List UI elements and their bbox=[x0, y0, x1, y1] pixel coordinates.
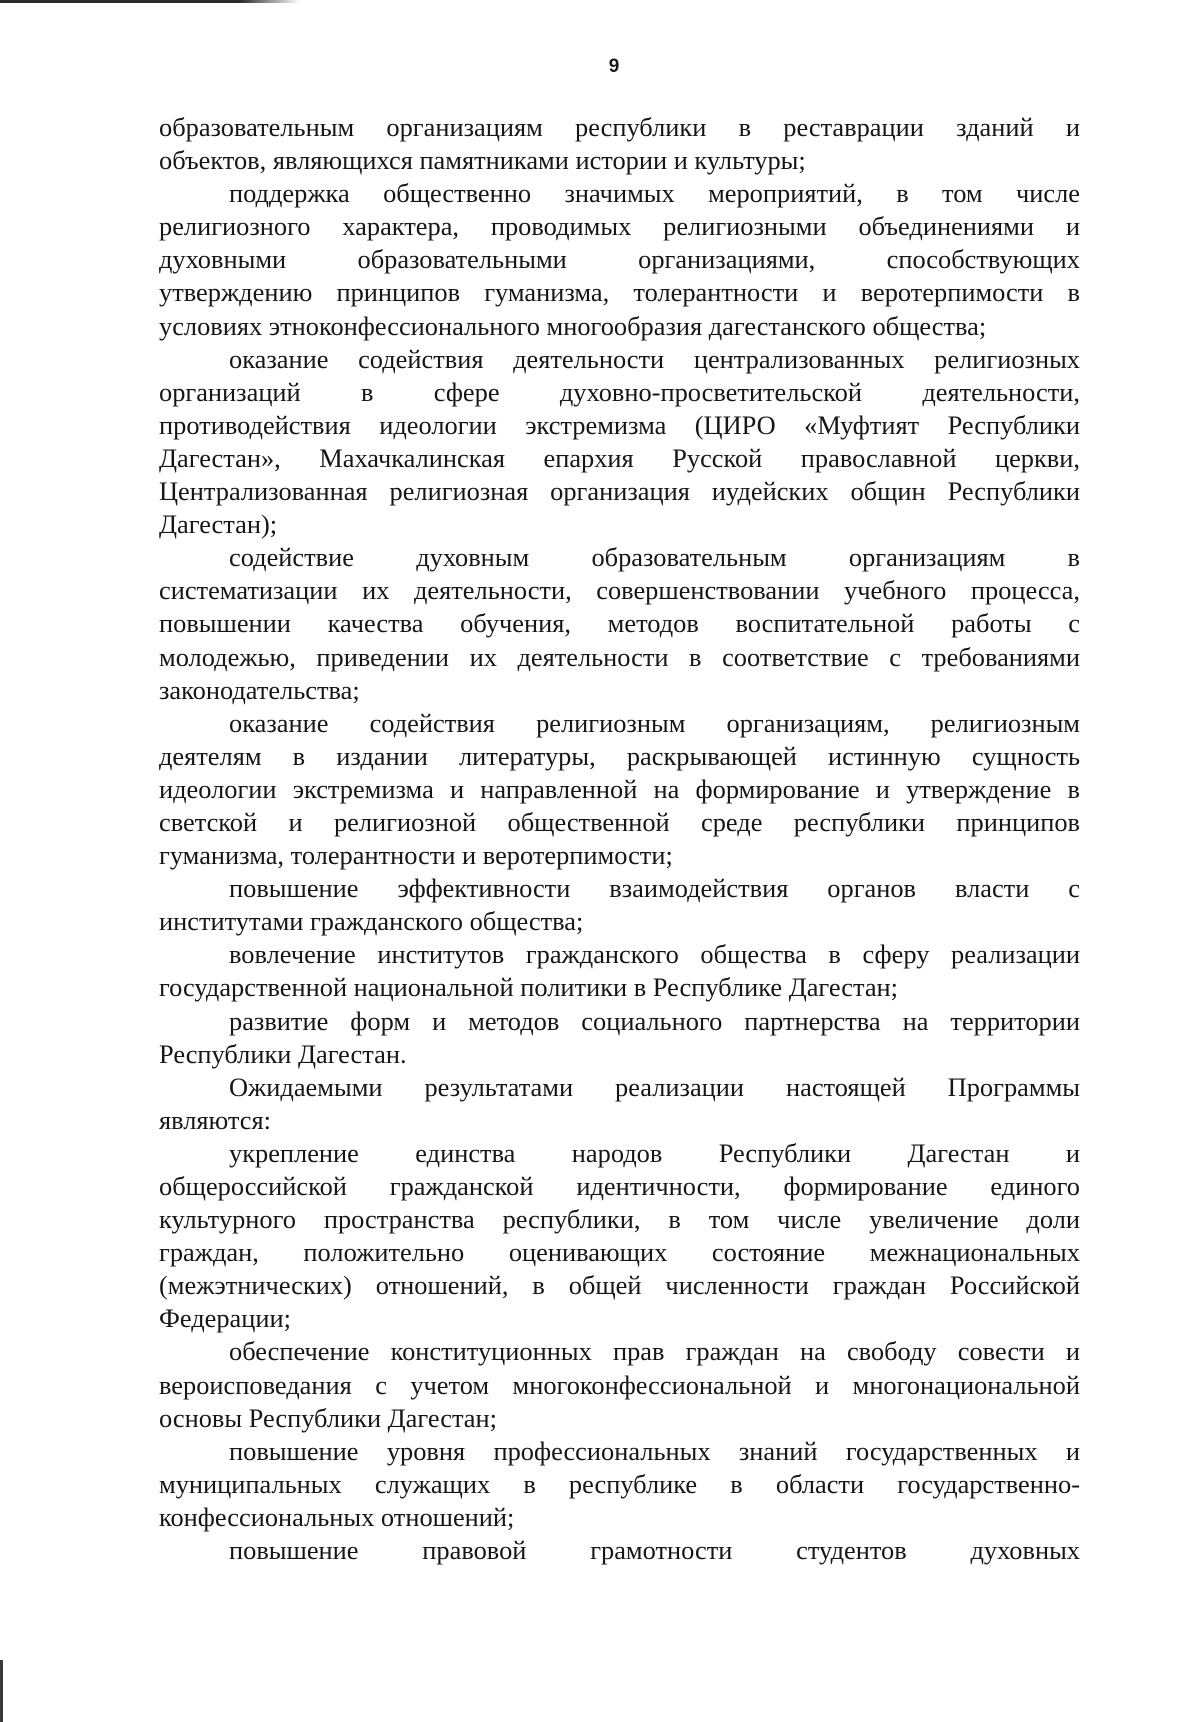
text-line: поддержка общественно значимых мероприятий, в том числе bbox=[229, 178, 1080, 209]
text-line: развитие форм и методов социального партнерства на территории bbox=[229, 1005, 1080, 1036]
text-line: повышение эффективности взаимодействия органов власти с bbox=[229, 873, 1080, 904]
text-line: систематизации их деятельности, совершенствовании учебного процесса, bbox=[159, 575, 1080, 606]
text-line: идеологии экстремизма и направленной на формирование и утверждение в bbox=[159, 773, 1080, 804]
text-line: религиозного характера, проводимых религиозными объединениями и bbox=[159, 211, 1080, 242]
text-line: содействие духовным образовательным организациям в bbox=[229, 542, 1080, 573]
text-line: вовлечение институтов гражданского общества в сферу реализации bbox=[229, 939, 1080, 970]
text-line: конфессиональных отношений; bbox=[159, 1501, 515, 1532]
text-line: укрепление единства народов Республики Дагестан и bbox=[229, 1137, 1080, 1168]
text-line: светской и религиозной общественной среде республики принципов bbox=[159, 806, 1080, 837]
text-line: Ожидаемыми результатами реализации настоящей Программы bbox=[229, 1071, 1080, 1102]
scan-edge-left bbox=[0, 1660, 3, 1722]
text-line: обеспечение конституционных прав граждан на свободу совести и bbox=[229, 1336, 1080, 1367]
text-line: культурного пространства республики, в том числе увеличение доли bbox=[159, 1204, 1080, 1235]
text-line: молодежью, приведении их деятельности в соответствие с требованиями bbox=[159, 641, 1080, 672]
text-line: оказание содействия деятельности централизованных религиозных bbox=[229, 343, 1080, 374]
text-line: Дагестан», Махачкалинская епархия Русской православной церкви, bbox=[159, 442, 1080, 473]
text-line: (межэтнических) отношений, в общей численности граждан Российской bbox=[159, 1270, 1080, 1301]
text-line: утверждению принципов гуманизма, толерантности и веротерпимости в bbox=[159, 277, 1080, 308]
text-line: образовательным организациям республики в реставрации зданий и bbox=[159, 112, 1080, 142]
text-line: гуманизма, толерантности и веротерпимости; bbox=[159, 840, 673, 871]
text-line: духовными образовательными организациями, способствующих bbox=[159, 244, 1080, 275]
text-line: граждан, положительно оценивающих состояние межнациональных bbox=[159, 1237, 1080, 1268]
scan-edge-top bbox=[0, 0, 300, 3]
text-line: являются: bbox=[159, 1104, 271, 1135]
document-body bbox=[159, 111, 1080, 1567]
text-line: оказание содействия религиозным организациям, религиозным bbox=[229, 707, 1080, 738]
text-line: Централизованная религиозная организация иудейских общин Республики bbox=[159, 476, 1080, 507]
text-line: вероисповедания с учетом многоконфессиональной и многонациональной bbox=[159, 1369, 1080, 1400]
text-line: деятелям в издании литературы, раскрывающей истинную сущность bbox=[159, 740, 1080, 771]
text-line: повышение уровня профессиональных знаний государственных и bbox=[229, 1435, 1080, 1466]
text-line: условиях этноконфессионального многообразия дагестанского общества; bbox=[159, 310, 987, 341]
text-line: противодействия идеологии экстремизма (ЦИРО «Муфтият Республики bbox=[159, 409, 1080, 440]
text-line: повышении качества обучения, методов воспитательной работы с bbox=[159, 608, 1080, 639]
text-line: организаций в сфере духовно-просветительской деятельности, bbox=[159, 376, 1080, 407]
text-line: основы Республики Дагестан; bbox=[159, 1402, 497, 1433]
text-line: государственной национальной политики в Республике Дагестан; bbox=[159, 972, 899, 1003]
text-line: Федерации; bbox=[159, 1303, 291, 1334]
text-line: муниципальных служащих в республике в области государственно- bbox=[159, 1468, 1080, 1499]
text-line: законодательства; bbox=[159, 674, 360, 705]
page-number: 9 bbox=[608, 56, 620, 77]
text-line: повышение правовой грамотности студентов духовных bbox=[229, 1535, 1080, 1566]
text-line: Республики Дагестан. bbox=[159, 1038, 407, 1069]
text-line: общероссийской гражданской идентичности, формирование единого bbox=[159, 1171, 1080, 1201]
text-line: Дагестан); bbox=[159, 509, 278, 540]
text-line: объектов, являющихся памятниками истории и культуры; bbox=[159, 145, 806, 176]
text-line: институтами гражданского общества; bbox=[159, 906, 584, 937]
